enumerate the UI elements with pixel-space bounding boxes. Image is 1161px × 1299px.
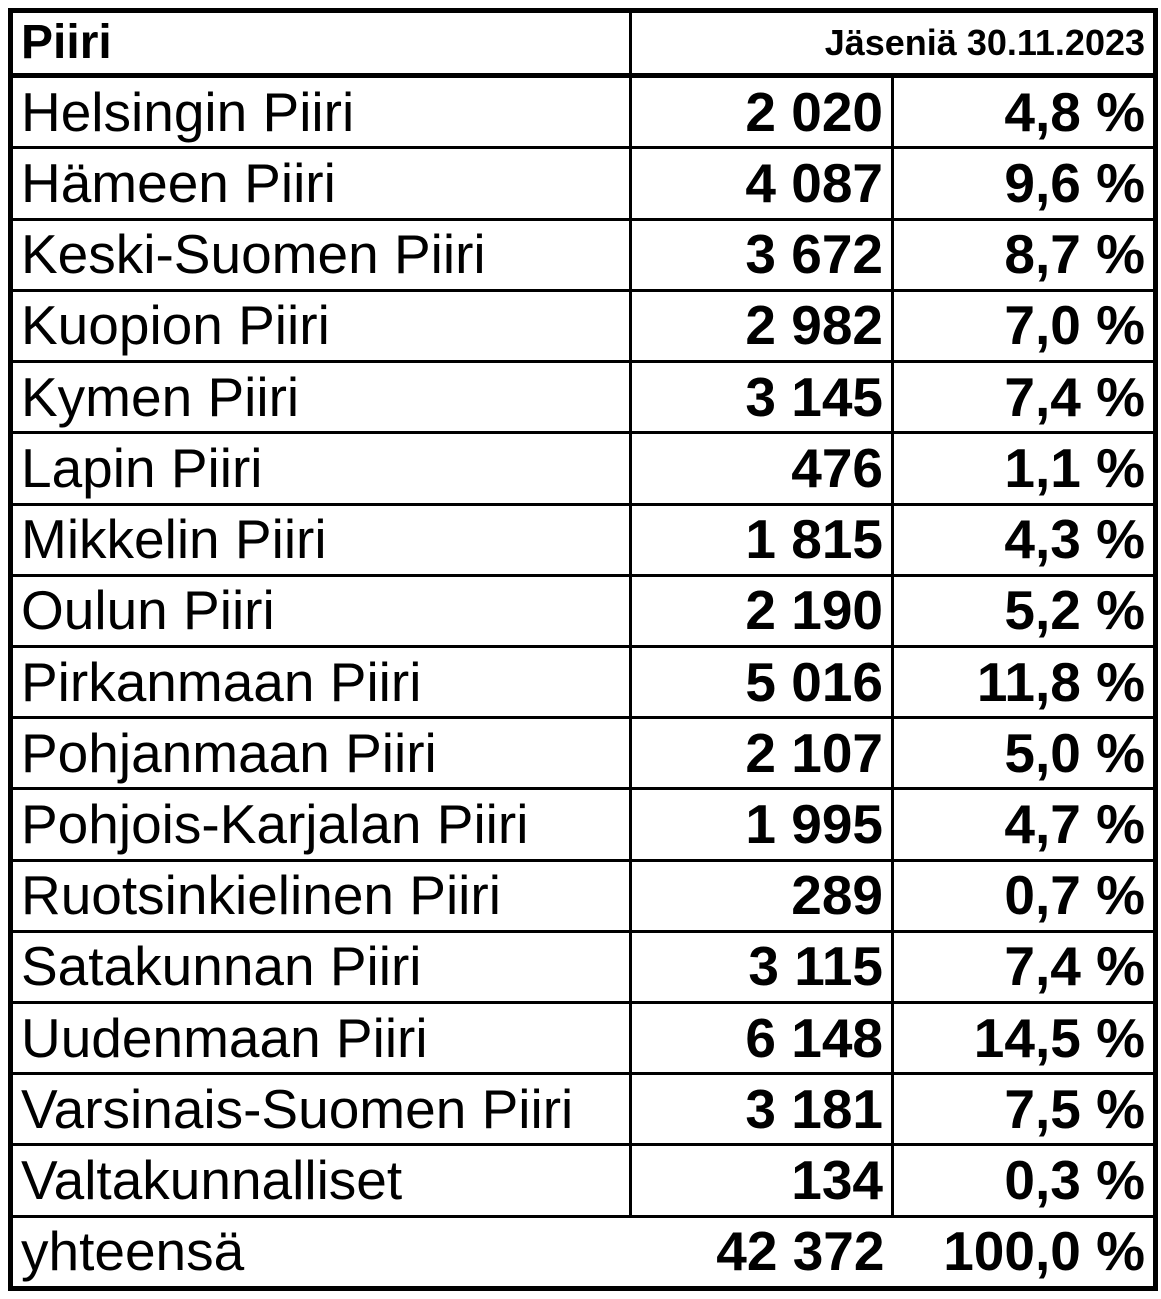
total-member-count: 42 372 xyxy=(631,1216,893,1288)
table-row xyxy=(11,148,1156,219)
member-count: 2 982 xyxy=(631,290,893,361)
member-share: 9,6 % xyxy=(893,148,1156,219)
member-count: 3 181 xyxy=(631,1074,893,1145)
district-name: Mikkelin Piiri xyxy=(11,504,631,575)
table-body xyxy=(11,11,1156,1289)
member-share: 0,7 % xyxy=(893,860,1156,931)
member-count: 1 995 xyxy=(631,789,893,860)
member-count: 1 815 xyxy=(631,504,893,575)
district-name: Lapin Piiri xyxy=(11,433,631,504)
district-name: Ruotsinkielinen Piiri xyxy=(11,860,631,931)
table-row xyxy=(11,1002,1156,1073)
member-count: 2 107 xyxy=(631,718,893,789)
membership-table xyxy=(8,8,1158,1291)
table-row xyxy=(11,646,1156,717)
member-count: 5 016 xyxy=(631,646,893,717)
member-share: 5,2 % xyxy=(893,575,1156,646)
header-district: Piiri xyxy=(11,11,631,76)
member-share: 14,5 % xyxy=(893,1002,1156,1073)
table-row xyxy=(11,433,1156,504)
member-count: 289 xyxy=(631,860,893,931)
table-row xyxy=(11,575,1156,646)
table-row xyxy=(11,219,1156,290)
member-share: 5,0 % xyxy=(893,718,1156,789)
district-name: Hämeen Piiri xyxy=(11,148,631,219)
member-share: 7,4 % xyxy=(893,362,1156,433)
total-label: yhteensä xyxy=(11,1216,631,1288)
member-share: 4,7 % xyxy=(893,789,1156,860)
member-count: 3 672 xyxy=(631,219,893,290)
district-name: Pohjois-Karjalan Piiri xyxy=(11,789,631,860)
district-name: Varsinais-Suomen Piiri xyxy=(11,1074,631,1145)
member-share: 4,8 % xyxy=(893,76,1156,148)
member-share: 4,3 % xyxy=(893,504,1156,575)
district-name: Valtakunnalliset xyxy=(11,1145,631,1216)
member-count: 476 xyxy=(631,433,893,504)
member-count: 4 087 xyxy=(631,148,893,219)
table-row xyxy=(11,504,1156,575)
total-share: 100,0 % xyxy=(893,1216,1156,1288)
member-count: 3 115 xyxy=(631,931,893,1002)
district-name: Pirkanmaan Piiri xyxy=(11,646,631,717)
district-name: Uudenmaan Piiri xyxy=(11,1002,631,1073)
district-name: Helsingin Piiri xyxy=(11,76,631,148)
header-row xyxy=(11,11,1156,76)
member-share: 7,0 % xyxy=(893,290,1156,361)
district-name: Oulun Piiri xyxy=(11,575,631,646)
header-members-date: Jäseniä 30.11.2023 xyxy=(631,11,1156,76)
member-count: 134 xyxy=(631,1145,893,1216)
table-row xyxy=(11,290,1156,361)
member-count: 6 148 xyxy=(631,1002,893,1073)
table-row xyxy=(11,1145,1156,1216)
member-count: 3 145 xyxy=(631,362,893,433)
total-row xyxy=(11,1216,1156,1288)
member-share: 0,3 % xyxy=(893,1145,1156,1216)
table-row xyxy=(11,362,1156,433)
member-share: 1,1 % xyxy=(893,433,1156,504)
district-name: Satakunnan Piiri xyxy=(11,931,631,1002)
member-share: 7,5 % xyxy=(893,1074,1156,1145)
district-name: Keski-Suomen Piiri xyxy=(11,219,631,290)
member-share: 11,8 % xyxy=(893,646,1156,717)
table-row xyxy=(11,1074,1156,1145)
member-share: 7,4 % xyxy=(893,931,1156,1002)
district-name: Kuopion Piiri xyxy=(11,290,631,361)
table-row xyxy=(11,860,1156,931)
member-count: 2 190 xyxy=(631,575,893,646)
table-row xyxy=(11,789,1156,860)
member-share: 8,7 % xyxy=(893,219,1156,290)
table-row xyxy=(11,76,1156,148)
member-count: 2 020 xyxy=(631,76,893,148)
table-row xyxy=(11,931,1156,1002)
district-name: Pohjanmaan Piiri xyxy=(11,718,631,789)
table-row xyxy=(11,718,1156,789)
district-name: Kymen Piiri xyxy=(11,362,631,433)
